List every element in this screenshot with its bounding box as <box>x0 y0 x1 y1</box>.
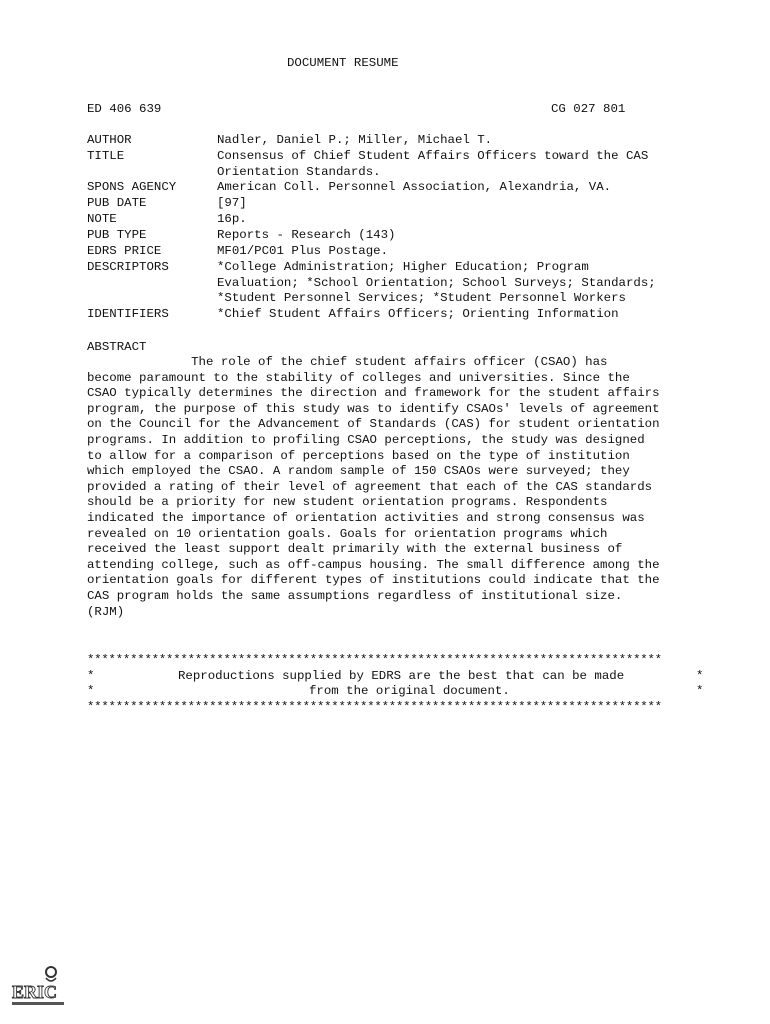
field-value-author: Nadler, Daniel P.; Miller, Michael T. <box>217 133 493 147</box>
eric-logo <box>8 962 68 1010</box>
field-label-author: AUTHOR <box>87 133 132 147</box>
field-label-note: NOTE <box>87 212 117 226</box>
field-value-descriptors: *College Administration; Higher Education; Program Evaluation; *School Orientation; School Surveys; Standards; *Student Personnel Services; *Student Personnel Workers <box>217 260 656 305</box>
eric-logo-arc-icon <box>46 978 56 981</box>
notice-star-right-2: * <box>696 684 704 698</box>
notice-star-right-1: * <box>696 669 704 683</box>
field-value-pub-type: Reports - Research (143) <box>217 228 396 242</box>
field-label-edrs-price: EDRS PRICE <box>87 244 162 258</box>
eric-logo-text: ERIC <box>12 982 58 1002</box>
abstract-body: The role of the chief student affairs officer (CSAO) has become paramount to the stability of colleges and universities. Since the CSAO typically determines the direction and framework for the student affairs program, the purpose of this study was to identify CSAOs' levels of agreement on the Council for the Advancement of Standards (CAS) for student orientation programs. In addition to profiling CSAO perceptions, the study was designed to allow for a comparison of perceptions based on the type of institution which employed the CSAO. A random sample of 150 CSAOs were surveyed; they provided a rating of their level of agreement that each of the CAS standards should be a priority for new student orientation programs. Respondents indicated the importance of orientation activities and strong consensus was revealed on 10 orientation goals. Goals for orientation programs which received the least support dealt primarily with the external business of attending college, such as off-campus housing. The small difference among the orientation goals for different types of institutions could indicate that the CAS program holds the same assumptions regardless of institutional size. (RJM) <box>87 355 660 619</box>
notice-border-top: ******************************************************************************** <box>87 653 662 667</box>
notice-line-2: from the original document. <box>309 684 510 698</box>
ed-number: ED 406 639 <box>87 102 162 116</box>
field-label-pub-date: PUB DATE <box>87 196 147 210</box>
field-label-title: TITLE <box>87 149 125 163</box>
eric-logo-underline <box>12 1002 64 1005</box>
notice-border-bottom: ******************************************************************************** <box>87 700 662 714</box>
document-title: DOCUMENT RESUME <box>287 56 399 70</box>
field-label-pub-type: PUB TYPE <box>87 228 147 242</box>
eric-logo-flame-icon <box>46 967 56 977</box>
field-label-descriptors: DESCRIPTORS <box>87 260 169 274</box>
field-value-title: Consensus of Chief Student Affairs Officers toward the CAS Orientation Standards. <box>217 149 649 179</box>
notice-star-left-1: * <box>87 669 95 683</box>
field-label-identifiers: IDENTIFIERS <box>87 307 169 321</box>
abstract-heading: ABSTRACT <box>87 340 147 354</box>
field-label-spons-agency: SPONS AGENCY <box>87 180 177 194</box>
field-value-identifiers: *Chief Student Affairs Officers; Orienting Information <box>217 307 619 321</box>
field-value-pub-date: [97] <box>217 196 247 210</box>
cg-number: CG 027 801 <box>551 102 626 116</box>
field-value-note: 16p. <box>217 212 247 226</box>
field-value-spons-agency: American Coll. Personnel Association, Alexandria, VA. <box>217 180 612 194</box>
field-value-edrs-price: MF01/PC01 Plus Postage. <box>217 244 389 258</box>
notice-line-1: Reproductions supplied by EDRS are the best that can be made <box>178 669 625 683</box>
notice-star-left-2: * <box>87 684 95 698</box>
